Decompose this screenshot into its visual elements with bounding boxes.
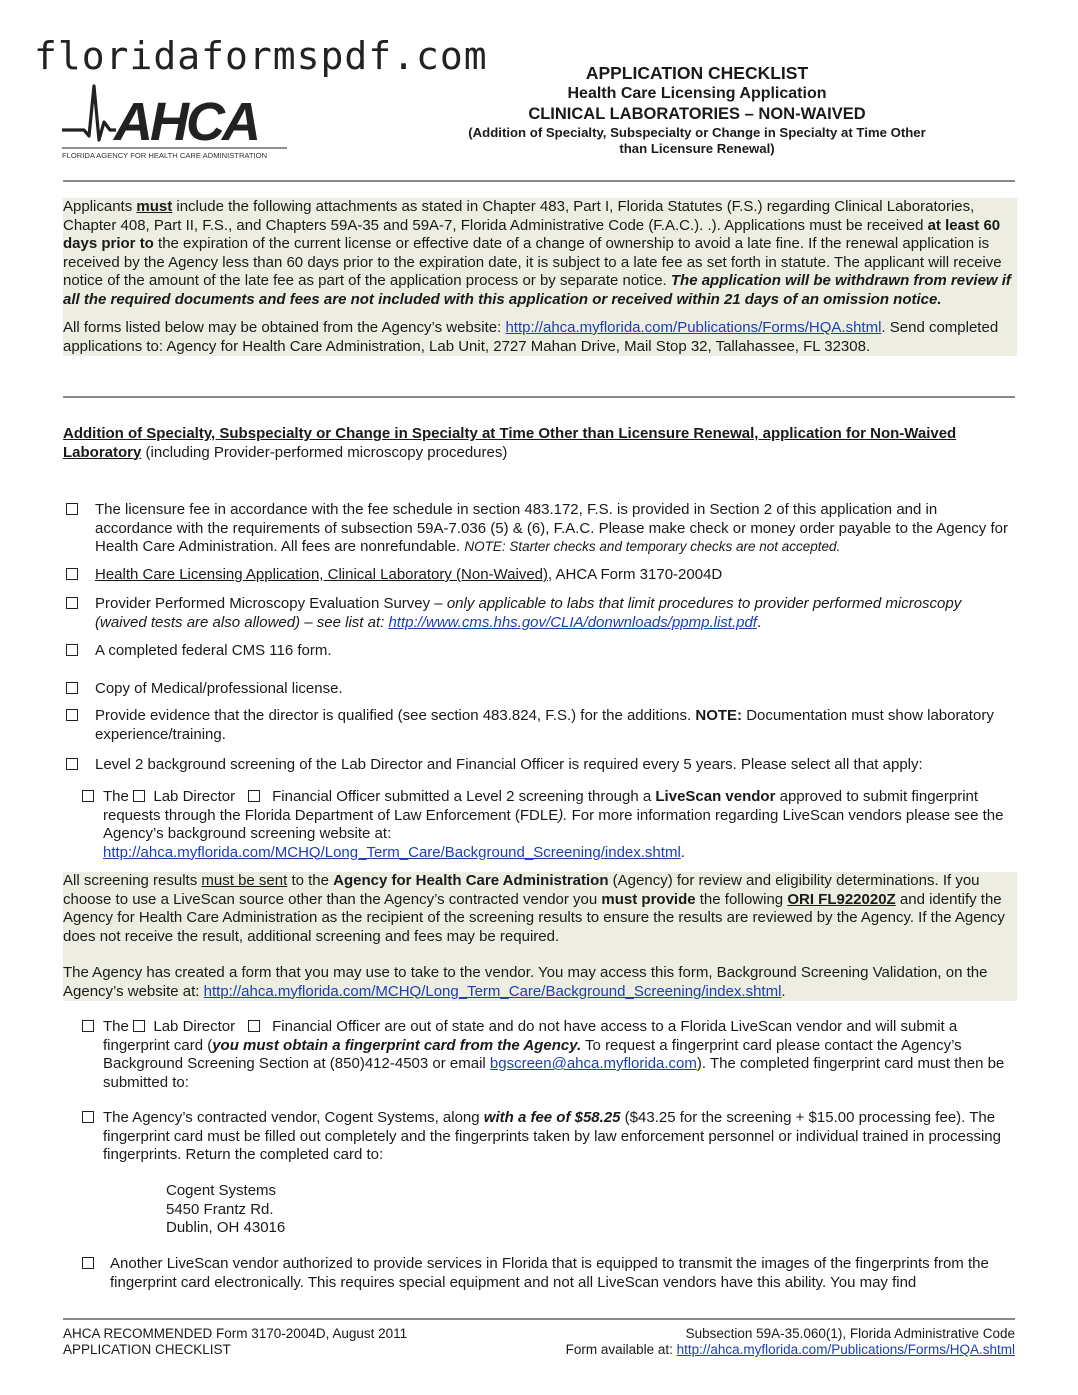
item-text: Documentation must show laboratory experience/training.: [95, 707, 994, 743]
intro-deadline: at least 60 days prior to: [63, 216, 1001, 252]
title-block: [440, 62, 954, 157]
ori-number: ORI FL922020Z: [787, 890, 896, 908]
checkbox-lab-director[interactable]: [133, 790, 145, 802]
divider: [63, 180, 1015, 182]
block-text: to the: [287, 872, 334, 889]
item-text: submitted a Level 2 screening through a: [380, 788, 656, 805]
section-heading-title: Addition of Specialty, Subspecialty or Change in Specialty at Time Other than Licensure Renewal, application for Non-Waived Laboratory: [63, 425, 957, 461]
item-text: with a fee of $58.25: [483, 1109, 621, 1126]
intro-must: must: [136, 198, 173, 215]
item-text: approved to submit fingerprint requests through the Florida Department of Law Enforcement (FDLE: [103, 788, 979, 824]
checkbox-level2[interactable]: [66, 758, 78, 770]
form-scope-line1: (Addition of Specialty, Subspecialty or Change in Specialty at Time Other: [468, 125, 926, 140]
screening-results-paragraph: [63, 872, 1017, 946]
intro-text: All forms listed below may be obtained from the Agency’s website:: [63, 319, 506, 336]
intro-text: include the following attachments as stated in Chapter 483, Part I, Florida Statutes (F.S.) regarding Clinical Laboratories, Chapter 408, Part II, F.S., and Chapters 59A-35 and 59A-7, Florida Administrative Code (F.A.C.). .). Applications must be received: [63, 198, 975, 234]
validation-form-link[interactable]: http://ahca.myflorida.com/MCHQ/Long_Term_Care/Background_Screening/index.shtml: [203, 982, 782, 1000]
item-text: Provider Performed Microscopy Evaluation Survey –: [95, 595, 447, 612]
form-type: CLINICAL LABORATORIES – NON-WAIVED: [528, 105, 866, 123]
intro-text: the expiration of the current license or effective date of a change of ownership to avoid a late fine. If the renewal application is received by the Agency less than 60 days prior to the expiration date, it is subject to a late fee as set forth in statute. The applicant will receive notice of the amount of the late fee as part of the application process or by separate notice.: [63, 235, 1002, 289]
checkbox-director[interactable]: [66, 709, 78, 721]
block-text: The Agency has created a form that you may use to take to the vendor. You may access this form, Background Screening Validation, on the Agency’s website at:: [63, 964, 988, 1000]
item-text: you must obtain a fingerprint card from the Agency.: [212, 1036, 582, 1054]
ppm-list-link[interactable]: http://www.cms.hhs.gov/CLIA/donwnloads/ppmp.list.pdf: [388, 613, 757, 631]
footer-left: [63, 1326, 407, 1358]
footer-doc-title: APPLICATION CHECKLIST: [63, 1342, 231, 1357]
list-item: Another LiveScan vendor authorized to provide services in Florida that is equipped to transmit the images of the fingerprints from the fingerprint card electronically. This requires special equipment and not all LiveScan vendors have this ability. You may find: [110, 1255, 989, 1291]
footer-form-id: AHCA RECOMMENDED Form 3170-2004D, August 2011: [63, 1326, 408, 1341]
block-text: the following: [695, 890, 788, 908]
footer-code-ref: Subsection 59A-35.060(1), Florida Administrative Code: [685, 1326, 1015, 1341]
heartbeat-icon: [62, 78, 292, 162]
list-item: Level 2 background screening of the Lab Director and Financial Officer is required every 5 years. Please select all that apply:: [95, 756, 923, 773]
intro-forms-paragraph: [63, 319, 1017, 356]
logo-wordmark: AHCA: [114, 92, 258, 152]
footer-text: Form available at:: [565, 1342, 677, 1357]
checkbox-fee[interactable]: [66, 503, 78, 515]
checkbox-out-of-state-option[interactable]: [82, 1020, 94, 1032]
list-item: [95, 566, 1015, 585]
checkbox-lab-director[interactable]: [133, 1020, 145, 1032]
item-text: ). The completed fingerprint card must then be submitted to:: [103, 1055, 1005, 1091]
item-text: Financial Officer: [272, 788, 381, 805]
checkbox-ppm-survey[interactable]: [66, 597, 78, 609]
block-text: and identify the Agency for Health Care Administration as the recipient of the screening results to ensure the results are reviewed by the Agency. If the Agency does not receive the result, additional screening and fees may be required.: [63, 890, 1005, 945]
item-text: are out of state and do not have access to a Florida LiveScan vendor and will submit a fingerprint card (: [103, 1018, 958, 1054]
block-text: Agency for Health Care Administration: [333, 872, 609, 889]
item-note-label: NOTE:: [695, 707, 743, 724]
block-text: must provide: [601, 890, 696, 908]
list-item: [95, 595, 1015, 632]
address-line: Cogent Systems: [166, 1182, 277, 1199]
item-text: only applicable to labs that limit procedures to provider performed microscopy (waived tests are also allowed) – see list at:: [95, 595, 962, 631]
item-text: .: [680, 843, 685, 861]
footer-forms-link[interactable]: http://ahca.myflorida.com/Publications/Forms/HQA.shtml: [676, 1342, 1015, 1357]
section-heading-note: (including Provider-performed microscopy procedures): [141, 443, 508, 461]
logo-tagline: FLORIDA AGENCY FOR HEALTH CARE ADMINISTRATION: [62, 151, 268, 160]
checkbox-cms116[interactable]: [66, 644, 78, 656]
item-note: NOTE: Starter checks and temporary checks are not accepted.: [464, 539, 841, 554]
item-text: Lab Director: [153, 788, 236, 805]
list-item: A completed federal CMS 116 form.: [95, 642, 332, 659]
divider: [63, 1318, 1015, 1320]
divider: [63, 396, 1015, 398]
list-item: [103, 788, 1015, 862]
list-item: [95, 707, 1015, 744]
item-text: ($43.25 for the screening + $15.00 processing fee). The fingerprint card must be filled out completely and the fingerprints taken by law enforcement personnel or individual trained in processing fingerprints. Return the completed card to:: [103, 1109, 1001, 1163]
footer-right: [566, 1326, 1015, 1358]
checkbox-livescan-option[interactable]: [82, 790, 94, 802]
item-text: , AHCA Form 3170-2004D: [548, 566, 723, 583]
item-text: The: [103, 1018, 129, 1035]
intro-withdrawal-warning: The application will be withdrawn from review if all the required documents and fees are not included with this application or received within 21 days of an omission notice.: [63, 272, 1011, 308]
item-text: Provide evidence that the director is qualified (see section 483.824, F.S.) for the additions.: [95, 707, 696, 724]
intro-text: . Send completed applications to: Agency for Health Care Administration, Lab Unit, 2727 Mahan Drive, Mail Stop 32, Tallahassee, FL 32308.: [63, 319, 999, 355]
intro-block: [63, 198, 1017, 356]
item-text: ).: [558, 806, 568, 824]
background-screening-link[interactable]: http://ahca.myflorida.com/MCHQ/Long_Term_Care/Background_Screening/index.shtml: [103, 843, 681, 861]
bgscreen-email-link[interactable]: bgscreen@ahca.myflorida.com: [489, 1055, 697, 1072]
item-text: LiveScan vendor: [655, 788, 776, 805]
address-line: 5450 Frantz Rd.: [166, 1200, 274, 1218]
cogent-address: [166, 1182, 285, 1238]
screening-results-block: [63, 872, 1017, 1001]
checkbox-financial-officer[interactable]: [248, 790, 260, 802]
checkbox-other-livescan-option[interactable]: [82, 1257, 94, 1269]
item-text: Health Care Licensing Application, Clinical Laboratory (Non-Waived): [95, 566, 548, 583]
item-text: Lab Director: [153, 1018, 236, 1035]
intro-text: Applicants: [63, 198, 137, 215]
checkbox-license[interactable]: [66, 682, 78, 694]
section-heading: [63, 425, 1017, 462]
item-text: To request a fingerprint card please contact the Agency’s Background Screening Section at (850)412-4503 or email: [103, 1036, 962, 1072]
item-text: Financial Officer: [272, 1018, 381, 1035]
ahca-logo: [62, 78, 292, 162]
footer-availability: [566, 1342, 1015, 1358]
page-subtitle: Health Care Licensing Application: [567, 85, 827, 102]
address-line: Dublin, OH 43016: [166, 1219, 286, 1236]
intro-paragraph: [63, 198, 1017, 309]
item-text: For more information regarding LiveScan vendors please see the Agency’s background screening website at:: [103, 806, 1004, 842]
watermark-text: floridaformspdf.com: [34, 34, 488, 78]
list-item: [95, 501, 1015, 557]
block-text: .: [781, 982, 786, 1000]
block-text: (Agency) for review and eligibility determinations. If you choose to use a LiveScan source other than the Agency’s contracted vendor you: [63, 872, 980, 908]
block-text: All screening results: [63, 872, 202, 889]
item-text: .: [756, 613, 762, 631]
checkbox-application[interactable]: [66, 568, 78, 580]
checkbox-cogent-option[interactable]: [82, 1111, 94, 1123]
item-text: The licensure fee in accordance with the fee schedule in section 483.172, F.S. is provided in Section 2 of this application and in accordance with the requirements of subsection 59A-7.036 (5) & (6), F.A.C. Please make check or money order payable to the Agency for Health Care Administration. All fees are nonrefundable.: [95, 501, 1008, 555]
checkbox-financial-officer[interactable]: [248, 1020, 260, 1032]
forms-link[interactable]: http://ahca.myflorida.com/Publications/Forms/HQA.shtml: [505, 319, 882, 336]
item-text: The: [103, 788, 129, 805]
block-text: must be sent: [201, 872, 288, 889]
list-item: Copy of Medical/professional license.: [95, 680, 343, 697]
form-scope-line2: than Licensure Renewal): [619, 141, 775, 156]
validation-form-paragraph: [63, 964, 1017, 1001]
item-text: The Agency’s contracted vendor, Cogent Systems, along: [103, 1109, 484, 1126]
list-item: [103, 1109, 1015, 1165]
list-item: [103, 1018, 1015, 1092]
page-title: APPLICATION CHECKLIST: [585, 63, 809, 83]
